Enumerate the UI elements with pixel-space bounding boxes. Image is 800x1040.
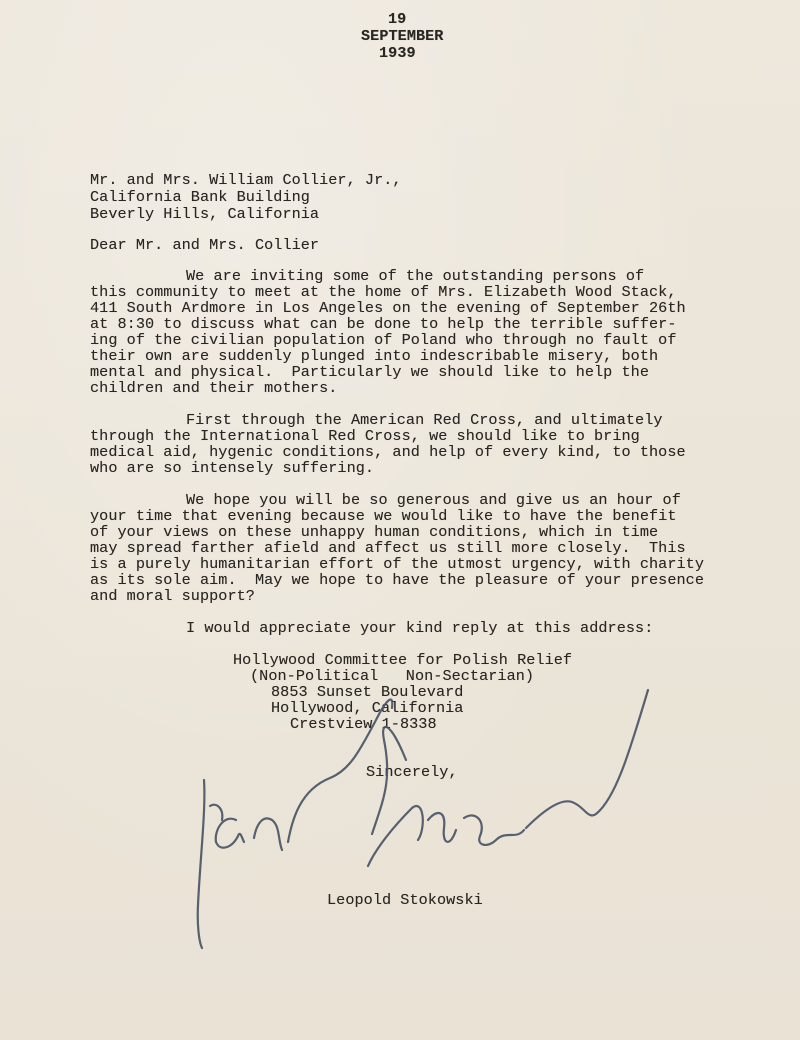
paragraph-line: at 8:30 to discuss what can be done to help the terrible suffer- xyxy=(90,315,677,333)
signature-stroke xyxy=(216,819,244,848)
signature-name: Leopold Stokowski xyxy=(327,891,483,909)
paragraph-reply: I would appreciate your kind reply at this address: xyxy=(186,619,654,637)
recipient-city: Beverly Hills, California xyxy=(90,205,320,223)
paragraph-line: children and their mothers. xyxy=(90,379,338,397)
signature-stroke xyxy=(464,815,524,845)
paragraph-line: 411 South Ardmore in Los Angeles on the evening of September 26th xyxy=(90,299,686,317)
paragraph-line: through the International Red Cross, we should like to bring xyxy=(90,427,640,445)
paragraph-line: and moral support? xyxy=(90,587,255,605)
paragraph-line: We hope you will be so generous and give us an hour of xyxy=(186,491,681,509)
paragraph-line: as its sole aim. May we hope to have the pleasure of your presence xyxy=(90,571,704,589)
signature-stroke xyxy=(428,813,456,842)
paragraph-line: We are inviting some of the outstanding persons of xyxy=(186,267,645,285)
date-day: 19 xyxy=(388,10,407,28)
paragraph-line: may spread farther afield and affect us still more closely. This xyxy=(90,539,686,557)
paragraph-line: First through the American Red Cross, and ultimately xyxy=(186,411,663,429)
signature-stroke xyxy=(254,818,282,850)
paragraph-line: medical aid, hygenic conditions, and help of every kind, to those xyxy=(90,443,686,461)
date-month: SEPTEMBER xyxy=(361,27,444,45)
paragraph-line: of your views on these unhappy human conditions, which in time xyxy=(90,523,659,541)
paragraph-line: ing of the civilian population of Poland who through no fault of xyxy=(90,331,677,349)
paragraph-line: their own are suddenly plunged into indescribable misery, both xyxy=(90,347,659,365)
address-line: Hollywood Committee for Polish Relief xyxy=(233,651,573,669)
date-year: 1939 xyxy=(379,44,416,62)
address-line: Hollywood, California xyxy=(271,699,464,717)
address-line: Crestview 1-8338 xyxy=(290,715,437,733)
recipient-building: California Bank Building xyxy=(90,188,310,206)
signature-stroke xyxy=(210,805,222,820)
address-line: (Non-Political Non-Sectarian) xyxy=(250,667,535,685)
paragraph-line: mental and physical. Particularly we should like to help the xyxy=(90,363,650,381)
closing: Sincerely, xyxy=(366,763,458,781)
paragraph-line: this community to meet at the home of Mrs. Elizabeth Wood Stack, xyxy=(90,283,677,301)
signature-stroke xyxy=(526,690,648,828)
paragraph-line: is a purely humanitarian effort of the utmost urgency, with charity xyxy=(90,555,704,573)
signature-stroke xyxy=(198,780,205,948)
paragraph-line: who are so intensely suffering. xyxy=(90,459,375,477)
address-line: 8853 Sunset Boulevard xyxy=(271,683,464,701)
signature-stroke xyxy=(368,806,423,866)
salutation: Dear Mr. and Mrs. Collier xyxy=(90,236,320,254)
paragraph-line: your time that evening because we would like to have the benefit xyxy=(90,507,677,525)
recipient-name: Mr. and Mrs. William Collier, Jr., xyxy=(90,171,402,189)
